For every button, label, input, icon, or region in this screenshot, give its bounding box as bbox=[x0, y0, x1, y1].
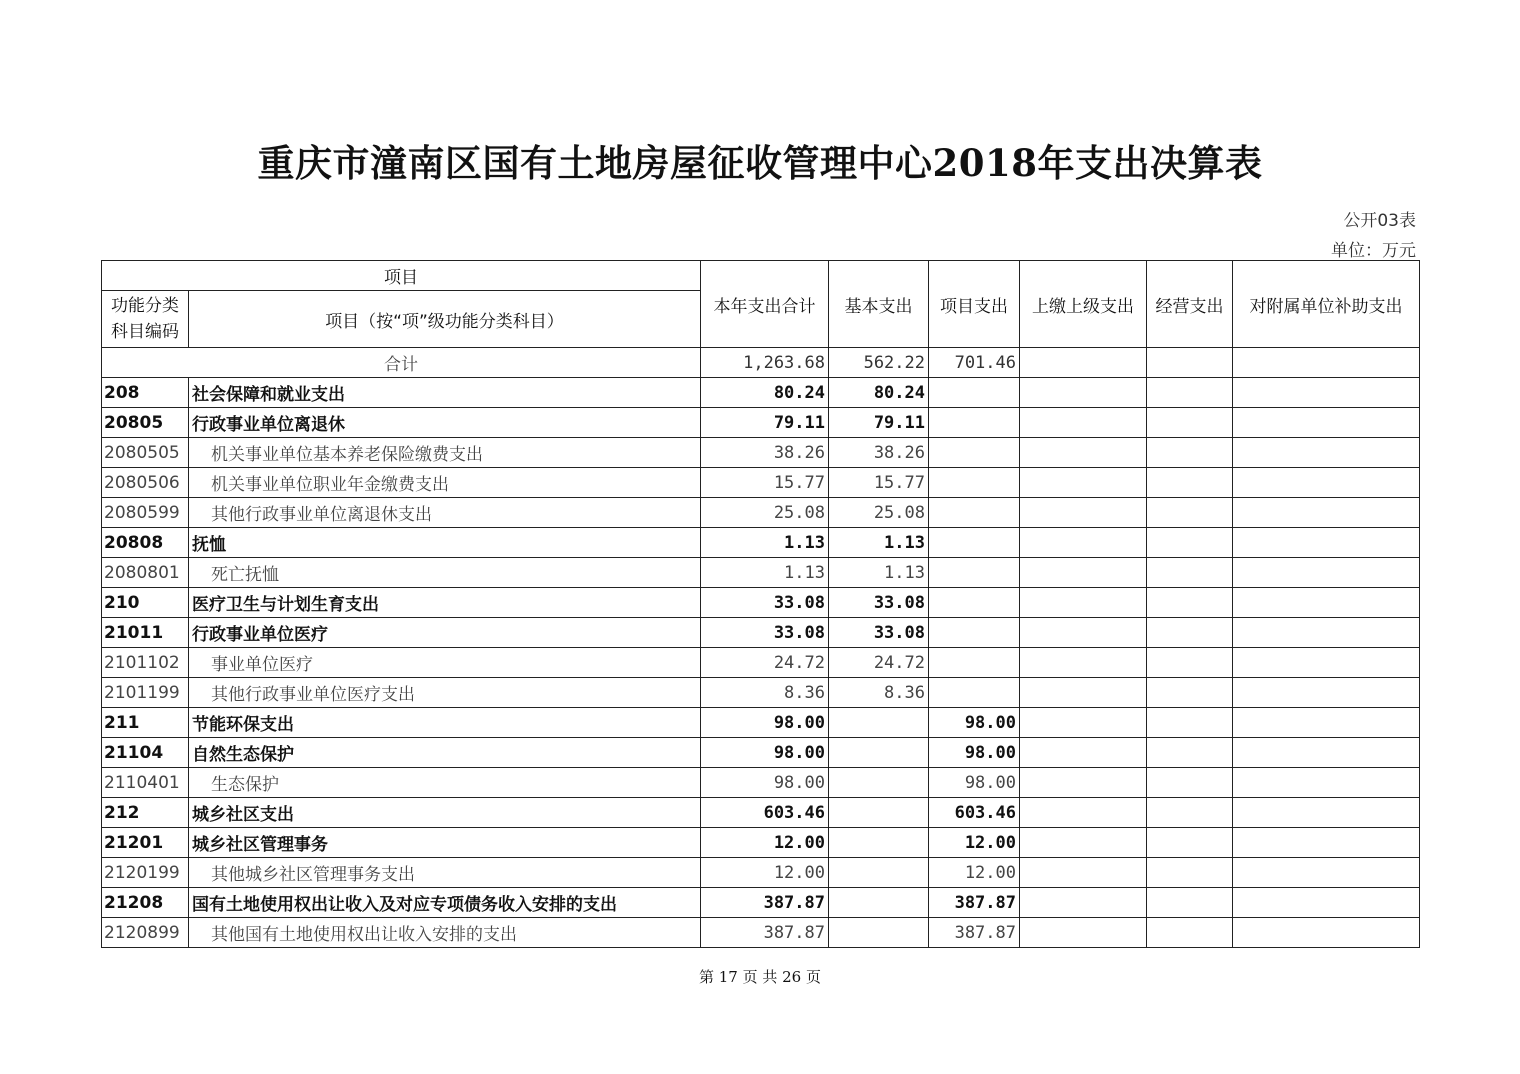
row-code: 212 bbox=[102, 798, 189, 828]
row-basic: 25.08 bbox=[829, 498, 929, 528]
header-subsidiary: 对附属单位补助支出 bbox=[1233, 261, 1420, 348]
row-operating bbox=[1147, 528, 1233, 558]
row-total: 603.46 bbox=[701, 798, 829, 828]
row-basic: 1.13 bbox=[829, 528, 929, 558]
row-basic: 33.08 bbox=[829, 588, 929, 618]
row-name: 节能环保支出 bbox=[189, 708, 701, 738]
row-basic: 15.77 bbox=[829, 468, 929, 498]
table-row bbox=[102, 918, 1420, 948]
row-total: 98.00 bbox=[701, 738, 829, 768]
total-basic: 562.22 bbox=[829, 348, 929, 378]
row-name: 国有土地使用权出让收入及对应专项债务收入安排的支出 bbox=[189, 888, 701, 918]
row-project bbox=[929, 648, 1020, 678]
unit-label: 单位：万元 bbox=[1331, 241, 1416, 261]
row-total: 8.36 bbox=[701, 678, 829, 708]
row-operating bbox=[1147, 768, 1233, 798]
total-superior bbox=[1020, 348, 1147, 378]
row-project: 12.00 bbox=[929, 858, 1020, 888]
header-operating: 经营支出 bbox=[1147, 261, 1233, 348]
header-name: 项目（按“项”级功能分类科目） bbox=[189, 291, 701, 348]
row-basic: 38.26 bbox=[829, 438, 929, 468]
row-basic: 33.08 bbox=[829, 618, 929, 648]
row-superior bbox=[1020, 498, 1147, 528]
table-row bbox=[102, 528, 1420, 558]
row-total: 24.72 bbox=[701, 648, 829, 678]
row-basic bbox=[829, 858, 929, 888]
row-operating bbox=[1147, 588, 1233, 618]
table-row bbox=[102, 618, 1420, 648]
row-operating bbox=[1147, 378, 1233, 408]
form-number: 公开03表 bbox=[1343, 211, 1416, 231]
header-project: 项目支出 bbox=[929, 261, 1020, 348]
row-subsidiary bbox=[1233, 798, 1420, 828]
row-project bbox=[929, 498, 1020, 528]
row-name: 事业单位医疗 bbox=[189, 648, 701, 678]
row-name: 死亡抚恤 bbox=[189, 558, 701, 588]
row-total: 387.87 bbox=[701, 888, 829, 918]
row-name: 自然生态保护 bbox=[189, 738, 701, 768]
row-superior bbox=[1020, 678, 1147, 708]
row-operating bbox=[1147, 858, 1233, 888]
row-subsidiary bbox=[1233, 678, 1420, 708]
row-name: 其他国有土地使用权出让收入安排的支出 bbox=[189, 918, 701, 948]
row-superior bbox=[1020, 588, 1147, 618]
header-total: 本年支出合计 bbox=[701, 261, 829, 348]
row-project bbox=[929, 588, 1020, 618]
row-basic bbox=[829, 798, 929, 828]
row-code: 2080801 bbox=[102, 558, 189, 588]
row-project: 387.87 bbox=[929, 918, 1020, 948]
row-operating bbox=[1147, 888, 1233, 918]
row-code: 210 bbox=[102, 588, 189, 618]
total-label: 合计 bbox=[102, 348, 701, 378]
total-row bbox=[102, 348, 1420, 378]
row-operating bbox=[1147, 918, 1233, 948]
row-total: 387.87 bbox=[701, 918, 829, 948]
row-basic: 24.72 bbox=[829, 648, 929, 678]
row-basic: 8.36 bbox=[829, 678, 929, 708]
row-basic bbox=[829, 738, 929, 768]
row-name: 机关事业单位基本养老保险缴费支出 bbox=[189, 438, 701, 468]
row-name: 生态保护 bbox=[189, 768, 701, 798]
table-row bbox=[102, 888, 1420, 918]
table-row bbox=[102, 378, 1420, 408]
row-project bbox=[929, 618, 1020, 648]
row-name: 其他行政事业单位医疗支出 bbox=[189, 678, 701, 708]
row-code: 21011 bbox=[102, 618, 189, 648]
row-code: 2101199 bbox=[102, 678, 189, 708]
expenditure-table bbox=[101, 260, 1420, 948]
table-row bbox=[102, 648, 1420, 678]
row-superior bbox=[1020, 708, 1147, 738]
row-total: 25.08 bbox=[701, 498, 829, 528]
row-subsidiary bbox=[1233, 768, 1420, 798]
table-row bbox=[102, 498, 1420, 528]
row-code: 2080505 bbox=[102, 438, 189, 468]
row-project: 387.87 bbox=[929, 888, 1020, 918]
row-project: 98.00 bbox=[929, 738, 1020, 768]
row-subsidiary bbox=[1233, 918, 1420, 948]
row-operating bbox=[1147, 828, 1233, 858]
row-superior bbox=[1020, 738, 1147, 768]
row-project: 603.46 bbox=[929, 798, 1020, 828]
row-total: 15.77 bbox=[701, 468, 829, 498]
row-basic: 1.13 bbox=[829, 558, 929, 588]
row-superior bbox=[1020, 408, 1147, 438]
row-superior bbox=[1020, 378, 1147, 408]
row-operating bbox=[1147, 708, 1233, 738]
row-project bbox=[929, 408, 1020, 438]
row-name: 城乡社区管理事务 bbox=[189, 828, 701, 858]
row-operating bbox=[1147, 678, 1233, 708]
row-code: 2101102 bbox=[102, 648, 189, 678]
row-project bbox=[929, 528, 1020, 558]
row-total: 79.11 bbox=[701, 408, 829, 438]
row-basic: 80.24 bbox=[829, 378, 929, 408]
row-subsidiary bbox=[1233, 858, 1420, 888]
row-code: 21104 bbox=[102, 738, 189, 768]
row-code: 2120199 bbox=[102, 858, 189, 888]
total-project: 701.46 bbox=[929, 348, 1020, 378]
row-superior bbox=[1020, 618, 1147, 648]
row-name: 医疗卫生与计划生育支出 bbox=[189, 588, 701, 618]
row-subsidiary bbox=[1233, 708, 1420, 738]
table-row bbox=[102, 558, 1420, 588]
row-code: 2080506 bbox=[102, 468, 189, 498]
table-row bbox=[102, 678, 1420, 708]
row-project bbox=[929, 438, 1020, 468]
row-superior bbox=[1020, 438, 1147, 468]
row-total: 98.00 bbox=[701, 708, 829, 738]
row-total: 33.08 bbox=[701, 618, 829, 648]
row-total: 98.00 bbox=[701, 768, 829, 798]
header-code: 功能分类科目编码 bbox=[102, 291, 189, 348]
row-total: 1.13 bbox=[701, 528, 829, 558]
row-project: 12.00 bbox=[929, 828, 1020, 858]
row-total: 38.26 bbox=[701, 438, 829, 468]
row-subsidiary bbox=[1233, 738, 1420, 768]
row-superior bbox=[1020, 468, 1147, 498]
row-name: 城乡社区支出 bbox=[189, 798, 701, 828]
row-total: 1.13 bbox=[701, 558, 829, 588]
row-superior bbox=[1020, 798, 1147, 828]
row-subsidiary bbox=[1233, 408, 1420, 438]
row-operating bbox=[1147, 498, 1233, 528]
table-row bbox=[102, 468, 1420, 498]
table-row bbox=[102, 828, 1420, 858]
row-subsidiary bbox=[1233, 438, 1420, 468]
table-row bbox=[102, 858, 1420, 888]
row-superior bbox=[1020, 858, 1147, 888]
page-footer: 第 17 页 共 26 页 bbox=[698, 968, 821, 986]
row-subsidiary bbox=[1233, 828, 1420, 858]
row-superior bbox=[1020, 558, 1147, 588]
row-superior bbox=[1020, 828, 1147, 858]
table-row bbox=[102, 768, 1420, 798]
table-row bbox=[102, 408, 1420, 438]
table-row bbox=[102, 708, 1420, 738]
row-code: 2120899 bbox=[102, 918, 189, 948]
row-superior bbox=[1020, 888, 1147, 918]
row-name: 行政事业单位医疗 bbox=[189, 618, 701, 648]
total-subsidiary bbox=[1233, 348, 1420, 378]
row-subsidiary bbox=[1233, 528, 1420, 558]
row-name: 机关事业单位职业年金缴费支出 bbox=[189, 468, 701, 498]
row-basic bbox=[829, 888, 929, 918]
row-operating bbox=[1147, 408, 1233, 438]
header-item-group: 项目 bbox=[102, 261, 701, 291]
row-operating bbox=[1147, 618, 1233, 648]
row-subsidiary bbox=[1233, 558, 1420, 588]
row-superior bbox=[1020, 648, 1147, 678]
row-operating bbox=[1147, 738, 1233, 768]
row-project bbox=[929, 558, 1020, 588]
table-row bbox=[102, 588, 1420, 618]
row-code: 20808 bbox=[102, 528, 189, 558]
row-operating bbox=[1147, 798, 1233, 828]
row-name: 其他行政事业单位离退休支出 bbox=[189, 498, 701, 528]
table-row bbox=[102, 738, 1420, 768]
row-code: 20805 bbox=[102, 408, 189, 438]
row-total: 80.24 bbox=[701, 378, 829, 408]
row-basic: 79.11 bbox=[829, 408, 929, 438]
row-subsidiary bbox=[1233, 498, 1420, 528]
row-subsidiary bbox=[1233, 648, 1420, 678]
header-superior: 上缴上级支出 bbox=[1020, 261, 1147, 348]
row-subsidiary bbox=[1233, 468, 1420, 498]
row-operating bbox=[1147, 558, 1233, 588]
row-name: 其他城乡社区管理事务支出 bbox=[189, 858, 701, 888]
row-basic bbox=[829, 828, 929, 858]
row-superior bbox=[1020, 918, 1147, 948]
page-title: 重庆市潼南区国有土地房屋征收管理中心2018年支出决算表 bbox=[257, 141, 1263, 185]
total-sum: 1,263.68 bbox=[701, 348, 829, 378]
row-superior bbox=[1020, 528, 1147, 558]
row-project: 98.00 bbox=[929, 768, 1020, 798]
table-row bbox=[102, 798, 1420, 828]
row-code: 208 bbox=[102, 378, 189, 408]
row-subsidiary bbox=[1233, 588, 1420, 618]
row-basic bbox=[829, 708, 929, 738]
row-name: 社会保障和就业支出 bbox=[189, 378, 701, 408]
row-project bbox=[929, 468, 1020, 498]
row-operating bbox=[1147, 648, 1233, 678]
row-subsidiary bbox=[1233, 378, 1420, 408]
row-basic bbox=[829, 918, 929, 948]
row-operating bbox=[1147, 438, 1233, 468]
row-code: 2110401 bbox=[102, 768, 189, 798]
row-project bbox=[929, 678, 1020, 708]
table-row bbox=[102, 438, 1420, 468]
row-total: 33.08 bbox=[701, 588, 829, 618]
row-subsidiary bbox=[1233, 888, 1420, 918]
row-name: 抚恤 bbox=[189, 528, 701, 558]
row-superior bbox=[1020, 768, 1147, 798]
header-basic: 基本支出 bbox=[829, 261, 929, 348]
row-project: 98.00 bbox=[929, 708, 1020, 738]
row-name: 行政事业单位离退休 bbox=[189, 408, 701, 438]
row-operating bbox=[1147, 468, 1233, 498]
row-code: 21201 bbox=[102, 828, 189, 858]
row-total: 12.00 bbox=[701, 828, 829, 858]
row-code: 2080599 bbox=[102, 498, 189, 528]
row-code: 21208 bbox=[102, 888, 189, 918]
row-project bbox=[929, 378, 1020, 408]
row-total: 12.00 bbox=[701, 858, 829, 888]
row-basic bbox=[829, 768, 929, 798]
row-code: 211 bbox=[102, 708, 189, 738]
total-operating bbox=[1147, 348, 1233, 378]
row-subsidiary bbox=[1233, 618, 1420, 648]
